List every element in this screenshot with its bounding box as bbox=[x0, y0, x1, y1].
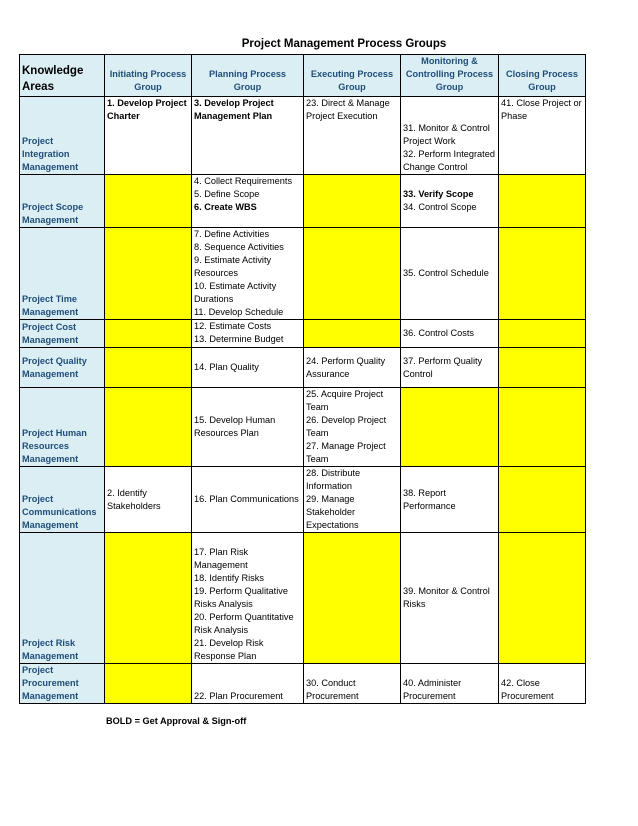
process-item: 10. Estimate Activity Durations bbox=[194, 281, 277, 304]
header-knowledge-areas: Knowledge Areas bbox=[20, 55, 105, 97]
table-row bbox=[20, 533, 586, 664]
process-item: 2. Identify Stakeholders bbox=[107, 487, 161, 511]
area-label: Project Cost Management bbox=[20, 320, 105, 348]
area-label: Project Integration Management bbox=[20, 97, 105, 175]
closing-cell bbox=[499, 348, 586, 388]
monitoring-cell bbox=[401, 175, 499, 228]
monitoring-cell bbox=[401, 467, 499, 533]
closing-cell bbox=[499, 97, 586, 175]
process-item: 40. Administer Procurement bbox=[403, 678, 462, 701]
process-item: 29. Manage Stakeholder Expectations bbox=[306, 494, 359, 530]
executing-cell bbox=[304, 348, 401, 388]
planning-cell bbox=[192, 664, 304, 704]
initiating-cell bbox=[105, 320, 192, 348]
process-item: 15. Develop Human Resources Plan bbox=[194, 415, 276, 438]
header-initiating: Initiating Process Group bbox=[105, 55, 192, 97]
process-item: 16. Plan Communications bbox=[194, 494, 299, 504]
process-item: 30. Conduct Procurement bbox=[306, 678, 359, 701]
process-item: 26. Develop Project Team bbox=[306, 415, 387, 438]
monitoring-cell bbox=[401, 228, 499, 320]
area-label: Project Procurement Management bbox=[20, 664, 105, 704]
process-item: 1. Develop Project Charter bbox=[107, 98, 187, 121]
planning-cell bbox=[192, 388, 304, 467]
area-label: Project Communications Management bbox=[20, 467, 105, 533]
initiating-cell bbox=[105, 175, 192, 228]
process-item: 23. Direct & Manage Project Execution bbox=[306, 98, 390, 121]
process-item: 11. Develop Schedule bbox=[194, 307, 284, 317]
process-item: 5. Define Scope bbox=[194, 189, 260, 199]
planning-cell bbox=[192, 467, 304, 533]
process-item: 34. Control Scope bbox=[403, 202, 477, 212]
monitoring-cell bbox=[401, 348, 499, 388]
planning-cell bbox=[192, 320, 304, 348]
area-label: Project Scope Management bbox=[20, 175, 105, 228]
initiating-cell bbox=[105, 388, 192, 467]
table-row bbox=[20, 228, 586, 320]
process-item: 32. Perform Integrated Change Control bbox=[403, 149, 495, 172]
initiating-cell bbox=[105, 228, 192, 320]
initiating-cell bbox=[105, 533, 192, 664]
header-monitoring: Monitoring & Controlling Process Group bbox=[401, 55, 499, 97]
area-label: Project Time Management bbox=[20, 228, 105, 320]
process-item: 9. Estimate Activity Resources bbox=[194, 255, 272, 278]
table-row bbox=[20, 388, 586, 467]
initiating-cell bbox=[105, 97, 192, 175]
process-item: 13. Determine Budget bbox=[194, 334, 284, 344]
process-item: 31. Monitor & Control Project Work bbox=[403, 123, 490, 146]
closing-cell bbox=[499, 320, 586, 348]
process-item: 19. Perform Qualitative Risks Analysis bbox=[194, 586, 288, 609]
planning-cell bbox=[192, 533, 304, 664]
area-label: Project Risk Management bbox=[20, 533, 105, 664]
process-groups-table bbox=[19, 54, 586, 704]
process-item: 20. Perform Quantitative Risk Analysis bbox=[194, 612, 294, 635]
process-item: 3. Develop Project Management Plan bbox=[194, 98, 274, 121]
monitoring-cell bbox=[401, 97, 499, 175]
process-item: 12. Estimate Costs bbox=[194, 321, 272, 331]
table-row bbox=[20, 175, 586, 228]
header-closing: Closing Process Group bbox=[499, 55, 586, 97]
table-row bbox=[20, 348, 586, 388]
process-item: 27. Manage Project Team bbox=[306, 441, 386, 464]
monitoring-cell bbox=[401, 388, 499, 467]
planning-cell bbox=[192, 348, 304, 388]
process-item: 33. Verify Scope bbox=[403, 189, 474, 199]
executing-cell bbox=[304, 388, 401, 467]
header-executing: Executing Process Group bbox=[304, 55, 401, 97]
planning-cell bbox=[192, 228, 304, 320]
header-planning: Planning Process Group bbox=[192, 55, 304, 97]
bold-legend-note: BOLD = Get Approval & Sign-off bbox=[106, 716, 247, 726]
process-item: 7. Define Activities bbox=[194, 229, 270, 239]
process-item: 24. Perform Quality Assurance bbox=[306, 355, 386, 379]
area-label: Project Human Resources Management bbox=[20, 388, 105, 467]
executing-cell bbox=[304, 320, 401, 348]
executing-cell bbox=[304, 467, 401, 533]
closing-cell bbox=[499, 388, 586, 467]
monitoring-cell bbox=[401, 320, 499, 348]
closing-cell bbox=[499, 175, 586, 228]
process-item: 25. Acquire Project Team bbox=[306, 389, 384, 412]
executing-cell bbox=[304, 664, 401, 704]
executing-cell bbox=[304, 175, 401, 228]
initiating-cell bbox=[105, 348, 192, 388]
process-item: 6. Create WBS bbox=[194, 202, 257, 212]
closing-cell bbox=[499, 664, 586, 704]
area-label: Project Quality Management bbox=[20, 348, 105, 388]
executing-cell bbox=[304, 533, 401, 664]
initiating-cell bbox=[105, 664, 192, 704]
initiating-cell bbox=[105, 467, 192, 533]
process-item: 28. Distribute Information bbox=[306, 468, 361, 491]
planning-cell bbox=[192, 175, 304, 228]
process-item: 41. Close Project or Phase bbox=[501, 98, 582, 121]
process-item: 21. Develop Risk Response Plan bbox=[194, 638, 264, 661]
process-item: 38. Report Performance bbox=[403, 487, 456, 511]
closing-cell bbox=[499, 228, 586, 320]
process-item: 14. Plan Quality bbox=[194, 362, 259, 372]
closing-cell bbox=[499, 467, 586, 533]
process-item: 42. Close Procurement bbox=[501, 678, 554, 701]
process-item: 17. Plan Risk Management bbox=[194, 547, 249, 570]
monitoring-cell bbox=[401, 533, 499, 664]
executing-cell bbox=[304, 97, 401, 175]
executing-cell bbox=[304, 228, 401, 320]
process-item: 8. Sequence Activities bbox=[194, 242, 284, 252]
process-item: 37. Perform Quality Control bbox=[403, 355, 483, 379]
process-item: 22. Plan Procurement bbox=[194, 691, 283, 701]
table-row bbox=[20, 97, 586, 175]
monitoring-cell bbox=[401, 664, 499, 704]
table-row bbox=[20, 320, 586, 348]
closing-cell bbox=[499, 533, 586, 664]
planning-cell bbox=[192, 97, 304, 175]
process-item: 35. Control Schedule bbox=[403, 268, 489, 278]
process-item: 4. Collect Requirements bbox=[194, 176, 293, 186]
process-item: 39. Monitor & Control Risks bbox=[403, 586, 490, 609]
table-row bbox=[20, 467, 586, 533]
process-item: 18. Identify Risks bbox=[194, 573, 264, 583]
page-title: Project Management Process Groups bbox=[241, 38, 447, 50]
table-row bbox=[20, 664, 586, 704]
process-item: 36. Control Costs bbox=[403, 328, 474, 338]
